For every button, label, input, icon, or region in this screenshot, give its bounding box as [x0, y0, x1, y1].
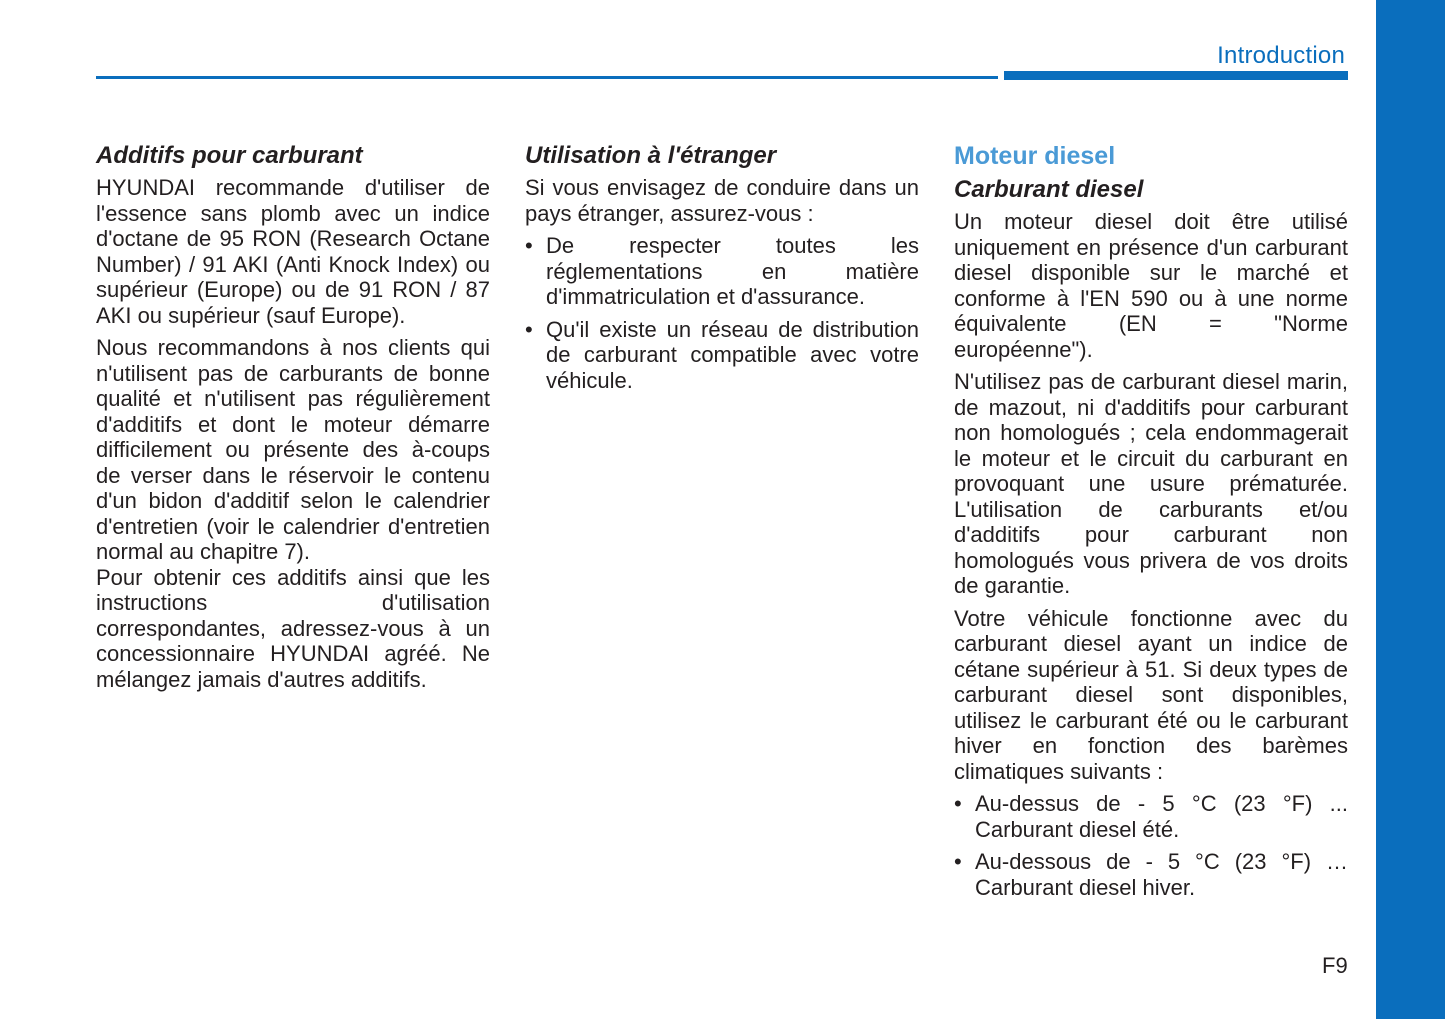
bullet-glyph: •	[954, 849, 962, 874]
list-item	[954, 791, 1348, 842]
chapter-side-tab	[1376, 0, 1445, 1019]
list-item-text: De respecter toutes les réglementations en matière d'immatriculation et d'assurance.	[546, 233, 919, 309]
additifs-heading: Additifs pour carburant	[96, 142, 363, 169]
left-column	[96, 141, 490, 699]
bullet-glyph: •	[525, 316, 533, 342]
additifs-paragraph-2: Nous recommandons à nos clients qui n'utilisent pas de carburants de bonne qualité et n'utilisent pas régulièrement d'additifs et dont le moteur démarre difficilement ou présente des à-coups de verser dans le réservoir le contenu d'un bidon d'additif selon le calendrier d'entretien (voir le calendrier d'entretien normal au chapitre 7).	[96, 335, 490, 564]
section-title: Introduction	[1217, 42, 1345, 69]
list-item	[525, 233, 919, 310]
right-column	[954, 141, 1348, 907]
additifs-paragraph-3: Pour obtenir ces additifs ainsi que les instructions d'utilisation correspondantes, adressez-vous à un concessionnaire HYUNDAI agréé. Ne mélangez jamais d'autres additifs.	[96, 564, 490, 692]
page-number: F9	[1322, 953, 1348, 978]
list-item-text: Qu'il existe un réseau de distribution de carburant compatible avec votre véhicule.	[546, 316, 919, 393]
header-rule	[96, 76, 998, 79]
diesel-paragraph-3: Votre véhicule fonctionne avec du carburant diesel ayant un indice de cétane supérieur à 51. Si deux types de carburant diesel sont disponibles, utilisez le carburant été ou le carburant hiver en fonction des barèmes climatiques suivants :	[954, 605, 1348, 784]
list-item	[525, 317, 919, 394]
etranger-list	[525, 233, 919, 393]
list-item-text: Au-dessous de - 5 °C (23 °F) … Carburant diesel hiver.	[975, 849, 1348, 900]
middle-column	[525, 141, 919, 400]
header-rule-accent	[1004, 71, 1348, 80]
etranger-heading: Utilisation à l'étranger	[525, 142, 777, 169]
additifs-paragraph-1: HYUNDAI recommande d'utiliser de l'essence sans plomb avec un indice d'octane de 95 RON (Research Octane Number) / 91 AKI (Anti Knock Index) ou supérieur (Europe) ou de 91 RON / 87 AKI ou supérieur (sauf Europe).	[96, 175, 490, 328]
bullet-glyph: •	[525, 233, 533, 258]
etranger-intro: Si vous envisagez de conduire dans un pays étranger, assurez-vous :	[525, 175, 919, 226]
diesel-paragraph-2: N'utilisez pas de carburant diesel marin, de mazout, ni d'additifs pour carburant non homologués ; cela endommagerait le moteur et le circuit du carburant en provoquant une usure prématurée. L'utilisation de carburants et/ou d'additifs pour carburant non homologués vous privera de vos droits de garantie.	[954, 369, 1348, 598]
list-item	[954, 849, 1348, 900]
list-item-text: Au-dessus de - 5 °C (23 °F) ... Carburant diesel été.	[975, 791, 1348, 842]
diesel-temperature-list	[954, 791, 1348, 900]
bullet-glyph: •	[954, 791, 962, 816]
diesel-paragraph-1: Un moteur diesel doit être utilisé uniquement en présence d'un carburant diesel disponible sur le marché et conforme à l'EN 590 ou à une norme équivalente (EN = "Norme européenne").	[954, 209, 1348, 362]
moteur-diesel-title: Moteur diesel	[954, 142, 1116, 170]
carburant-diesel-heading: Carburant diesel	[954, 176, 1144, 203]
